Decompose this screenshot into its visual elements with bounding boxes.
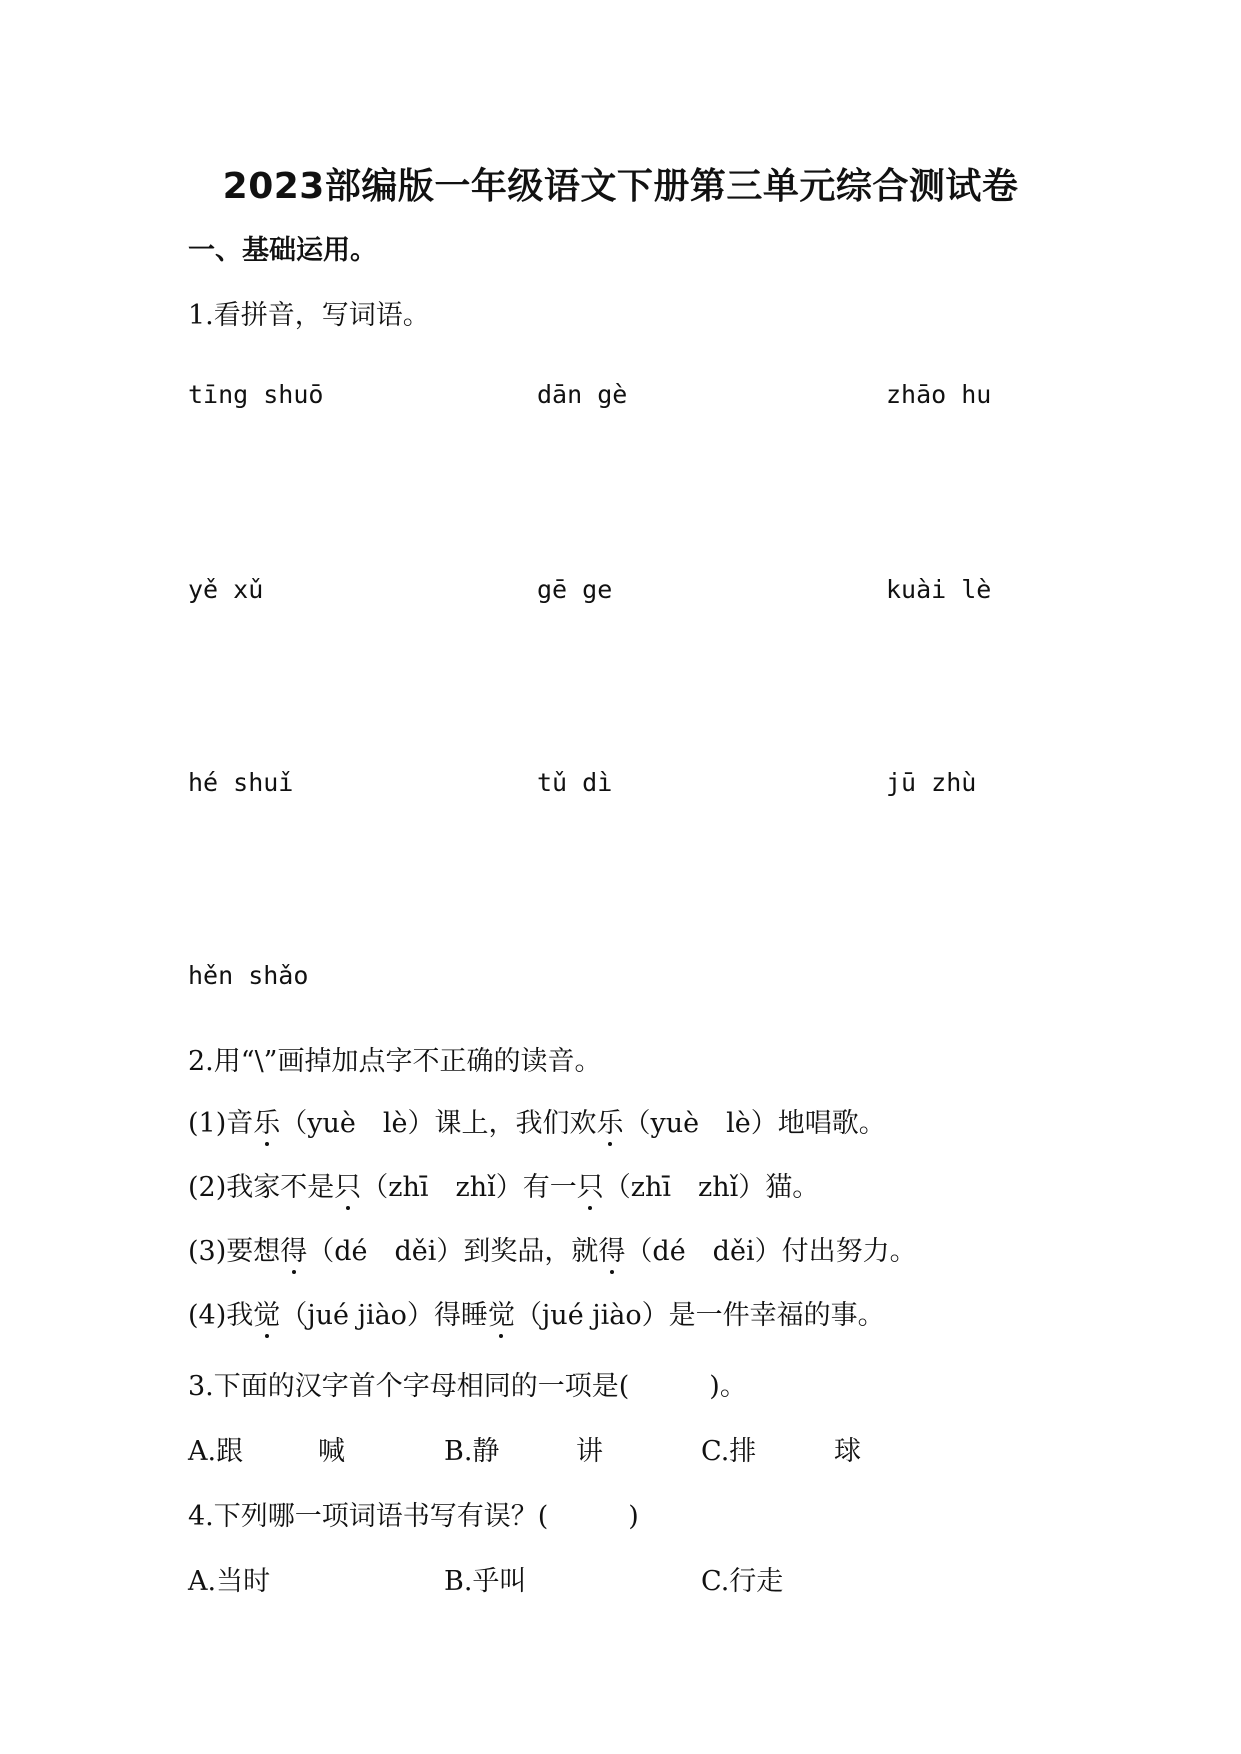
pinyin-choice[interactable]: （zhī zhǐ） — [603, 1172, 766, 1203]
pinyin-item: hěn shǎo — [188, 961, 309, 990]
pinyin-item: zhāo hu — [886, 380, 992, 409]
pinyin-choice[interactable]: （dé děi） — [307, 1236, 464, 1267]
option-a[interactable]: A.当时 — [188, 1566, 271, 1597]
text: 得睡 — [433, 1300, 488, 1331]
q2-item-3 — [188, 1229, 917, 1268]
q2-item-2 — [188, 1165, 819, 1204]
pinyin-choice[interactable]: （jué jiào） — [514, 1300, 669, 1331]
text: 猫。 — [765, 1172, 820, 1203]
item-number: (1) — [188, 1108, 227, 1139]
option-b[interactable]: B.静 — [444, 1436, 500, 1467]
text: 要想 — [226, 1236, 281, 1267]
text: 音 — [226, 1108, 254, 1139]
text: 到奖品，就 — [463, 1236, 599, 1267]
q2-item-1 — [188, 1101, 886, 1140]
question-text: 4.下列哪一项词语书写有误？( — [188, 1501, 549, 1532]
option-c[interactable]: C.行走 — [701, 1566, 784, 1597]
option-a-char: 喊 — [318, 1436, 345, 1467]
dotted-char: 只 — [334, 1165, 361, 1204]
question-text: 3.下面的汉字首个字母相同的一项是( — [188, 1371, 630, 1402]
pinyin-item: dān gè — [537, 380, 628, 409]
question-3-label — [188, 1364, 747, 1403]
pinyin-choice[interactable]: （zhī zhǐ） — [361, 1172, 523, 1203]
question-4-label — [188, 1494, 639, 1533]
dotted-char: 得 — [280, 1229, 307, 1268]
pinyin-item: tīng shuō — [188, 380, 324, 409]
question-2-label: 2.用“\”画掉加点字不正确的读音。 — [188, 1046, 602, 1077]
text: 有一 — [522, 1172, 577, 1203]
pinyin-item: jū zhù — [886, 768, 977, 797]
pinyin-item: yě xǔ — [188, 575, 264, 604]
option-a[interactable]: A.跟 — [188, 1436, 244, 1467]
pinyin-item: kuài lè — [886, 575, 992, 604]
pinyin-choice[interactable]: （yuè lè） — [623, 1108, 778, 1139]
item-number: (4) — [188, 1300, 227, 1331]
dotted-char: 觉 — [488, 1293, 515, 1332]
option-b[interactable]: B.乎叫 — [444, 1566, 527, 1597]
pinyin-choice[interactable]: （jué jiào） — [280, 1300, 434, 1331]
text: 我 — [226, 1300, 254, 1331]
option-c-char: 球 — [834, 1436, 861, 1467]
item-number: (2) — [188, 1172, 227, 1203]
text: 付出努力。 — [781, 1236, 917, 1267]
option-b-char: 讲 — [576, 1436, 603, 1467]
question-text: ) — [628, 1501, 639, 1532]
question-1-label: 1.看拼音，写词语。 — [188, 300, 430, 331]
q2-item-4 — [188, 1293, 885, 1332]
dotted-char: 觉 — [253, 1293, 280, 1332]
pinyin-choice[interactable]: （dé děi） — [625, 1236, 782, 1267]
pinyin-item: hé shuǐ — [188, 768, 294, 797]
section-heading: 一、基础运用。 — [188, 235, 377, 266]
text: 课上，我们欢 — [434, 1108, 597, 1139]
dotted-char: 乐 — [597, 1101, 624, 1140]
pinyin-item: gē ge — [537, 575, 613, 604]
text: 是一件幸福的事。 — [668, 1300, 885, 1331]
pinyin-item: tǔ dì — [537, 768, 613, 797]
item-number: (3) — [188, 1236, 227, 1267]
pinyin-choice[interactable]: （yuè lè） — [280, 1108, 435, 1139]
dotted-char: 得 — [598, 1229, 625, 1268]
dotted-char: 乐 — [253, 1101, 280, 1140]
question-text: )。 — [709, 1371, 747, 1402]
text: 我家不是 — [226, 1172, 335, 1203]
page-title: 2023部编版一年级语文下册第三单元综合测试卷 — [222, 166, 1019, 207]
text: 地唱歌。 — [777, 1108, 886, 1139]
dotted-char: 只 — [577, 1165, 604, 1204]
option-c[interactable]: C.排 — [701, 1436, 757, 1467]
